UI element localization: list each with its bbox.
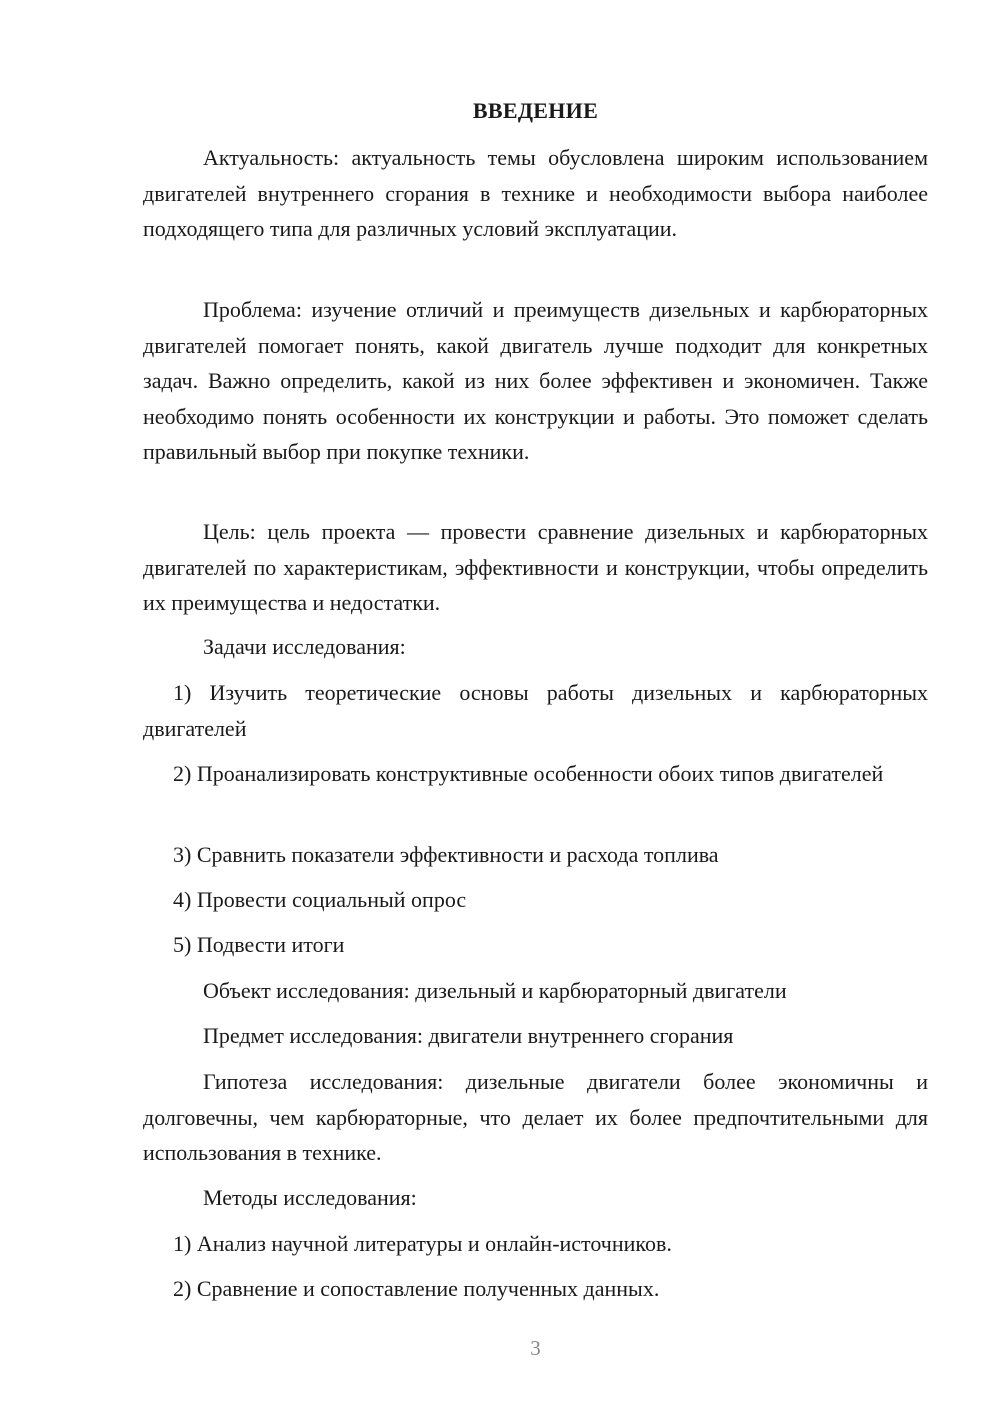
page-number: 3 bbox=[530, 1336, 541, 1360]
document-page bbox=[143, 0, 928, 1414]
task-item-5: 5) Подвести итоги bbox=[173, 932, 345, 957]
tasks-heading: Задачи исследования: bbox=[203, 634, 406, 659]
methods-heading: Методы исследования: bbox=[203, 1185, 417, 1210]
method-item-2: 2) Сравнение и сопоставление полученных данных. bbox=[173, 1276, 660, 1301]
paragraph-subject: Предмет исследования: двигатели внутреннего сгорания bbox=[203, 1023, 734, 1048]
task-item-1: 1) Изучить теоретические основы работы дизельных и карбюраторных двигателей bbox=[143, 680, 928, 741]
paragraph-goal: Цель: цель проекта — провести сравнение дизельных и карбюраторных двигателей по характеристикам, эффективности и конструкции, чтобы определить их преимущества и недостатки. bbox=[143, 519, 928, 615]
paragraph-object: Объект исследования: дизельный и карбюраторный двигатели bbox=[203, 978, 787, 1003]
paragraph-relevance: Актуальность: актуальность темы обусловлена широким использованием двигателей внутреннего сгорания в технике и необходимости выбора наиболее подходящего типа для различных условий эксплуатации. bbox=[143, 145, 928, 241]
method-item-1: 1) Анализ научной литературы и онлайн-источников. bbox=[173, 1231, 672, 1256]
page-title: ВВЕДЕНИЕ bbox=[472, 98, 599, 123]
task-item-4: 4) Провести социальный опрос bbox=[173, 887, 467, 912]
paragraph-problem: Проблема: изучение отличий и преимуществ дизельных и карбюраторных двигателей помогает понять, какой двигатель лучше подходит для конкретных задач. Важно определить, какой из них более эффективен и экономичен. Также необходимо понять особенности их конструкции и работы. Это поможет сделать правильный выбор при покупке техники. bbox=[143, 297, 928, 464]
paragraph-hypothesis: Гипотеза исследования: дизельные двигатели более экономичны и долговечны, чем карбюраторные, что делает их более предпочтительными для использования в технике. bbox=[143, 1069, 928, 1165]
task-item-3: 3) Сравнить показатели эффективности и расхода топлива bbox=[173, 842, 719, 867]
task-item-2: 2) Проанализировать конструктивные особенности обоих типов двигателей bbox=[173, 761, 884, 786]
